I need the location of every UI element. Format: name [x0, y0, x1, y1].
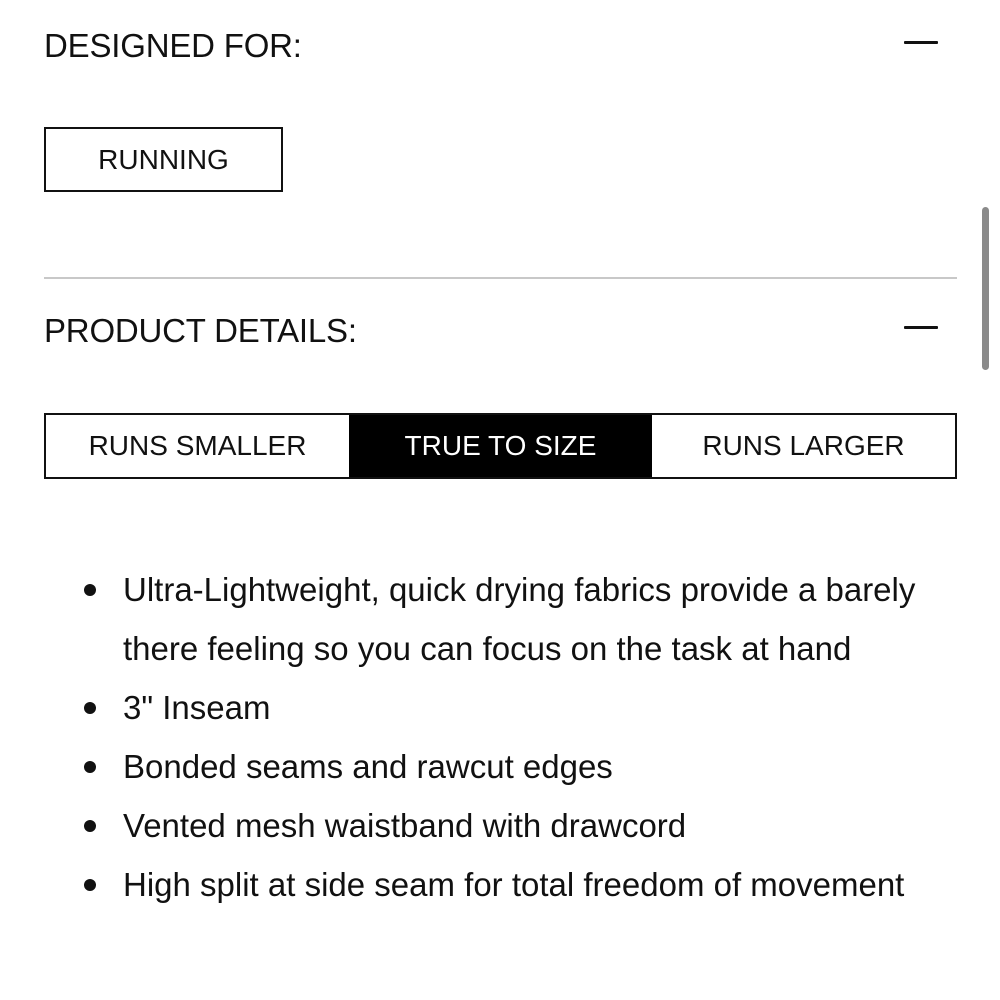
list-item	[0, 737, 1000, 796]
fit-option-true-to-size[interactable]: TRUE TO SIZE	[349, 415, 652, 477]
list-item	[0, 796, 1000, 855]
minus-icon	[904, 41, 938, 44]
fit-selector	[44, 413, 957, 479]
bullet-icon	[84, 702, 96, 714]
bullet-icon	[84, 879, 96, 891]
product-details-list	[0, 560, 1000, 914]
product-details-collapse-button[interactable]	[904, 314, 938, 342]
bullet-icon	[84, 820, 96, 832]
list-item	[0, 855, 1000, 914]
bullet-icon	[84, 584, 96, 596]
list-item	[0, 678, 1000, 737]
detail-text: Bonded seams and rawcut edges	[123, 748, 613, 785]
designed-for-collapse-button[interactable]	[904, 29, 938, 57]
bullet-icon	[84, 761, 96, 773]
detail-text: Vented mesh waistband with drawcord	[123, 807, 687, 844]
designed-for-title: DESIGNED FOR:	[44, 27, 302, 64]
product-details-title: PRODUCT DETAILS:	[44, 312, 357, 349]
detail-text: Ultra-Lightweight, quick drying fabrics provide a barely there feeling so you can focus on the task at hand	[123, 571, 916, 667]
section-divider	[44, 277, 957, 279]
detail-text: 3" Inseam	[123, 689, 271, 726]
activity-tag-running[interactable]: RUNNING	[44, 127, 283, 192]
detail-text: High split at side seam for total freedom of movement	[123, 866, 905, 903]
fit-option-runs-larger[interactable]: RUNS LARGER	[652, 415, 955, 477]
fit-option-runs-smaller[interactable]: RUNS SMALLER	[46, 415, 349, 477]
vertical-scrollbar[interactable]	[982, 207, 989, 370]
list-item	[0, 560, 1000, 678]
minus-icon	[904, 326, 938, 329]
